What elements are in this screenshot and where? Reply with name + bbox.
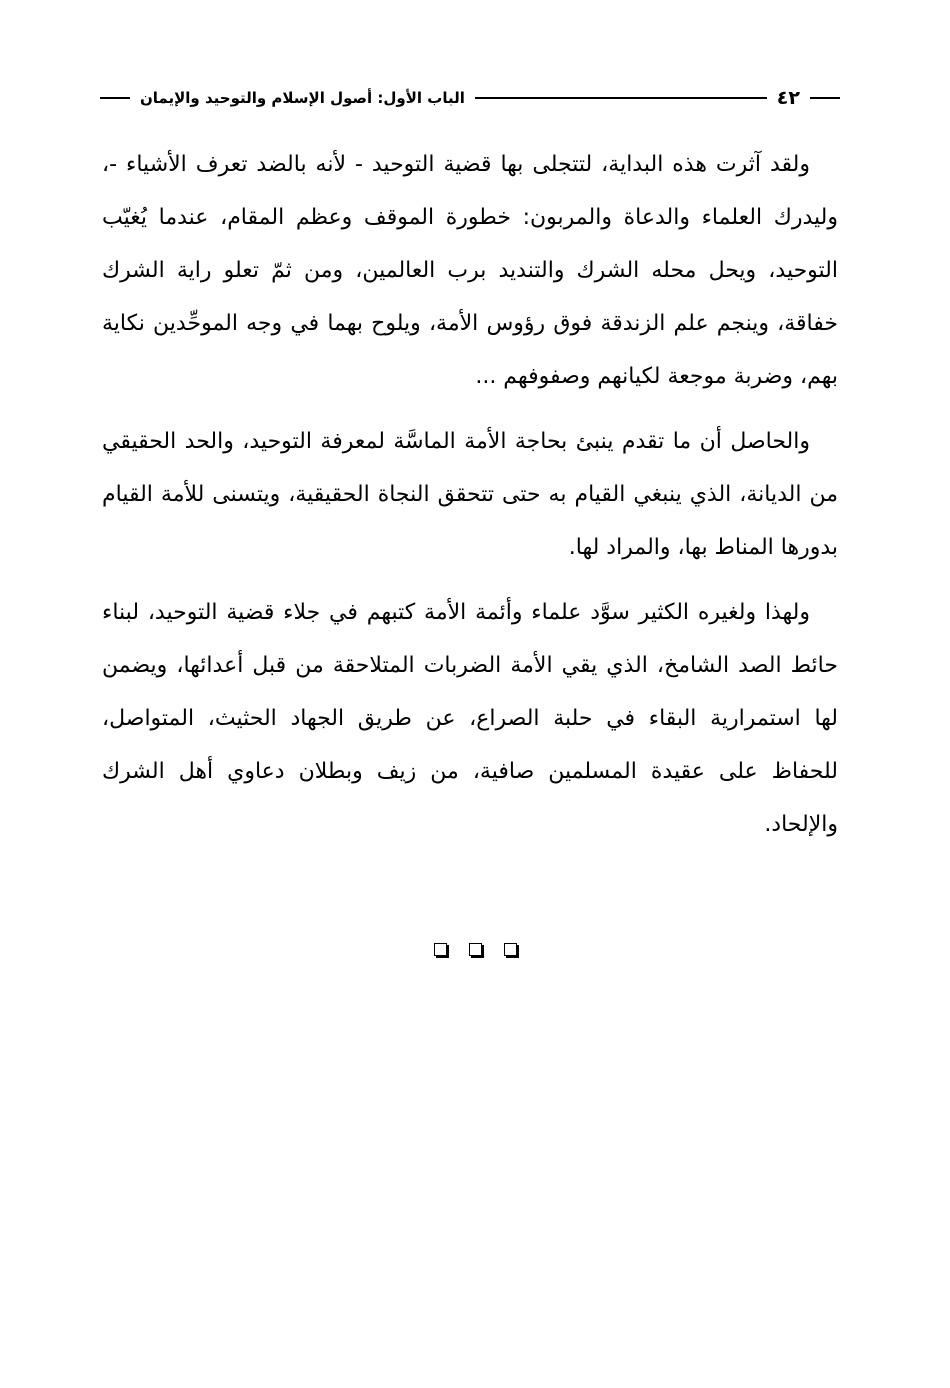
section-end-ornament [0,943,950,956]
header-rule-left [100,97,130,99]
page-header [100,84,840,112]
ornament-box-icon [434,943,447,956]
body-text [102,138,838,863]
paragraph-3: ولهذا ولغيره الكثير سوَّد علماء وأئمة الأمة كتبهم في جلاء قضية التوحيد، لبناء حائط الصد الشامخ، الذي يقي الأمة الضربات المتلاحقة من قبل أعدائها، ويضمن لها استمرارية البقاء في حلبة الصراع، عن طريق الجهاد الحثيث، المتواصل، للحفاظ على عقيدة المسلمين صافية، من زيف وبطلان دعاوي أهل الشرك والإلحاد. [102,600,838,837]
ornament-box-icon [504,943,517,956]
header-rule-middle [475,97,767,99]
header-rule-right [810,97,840,99]
paragraph-1: ولقد آثرت هذه البداية، لتتجلى بها قضية التوحيد - لأنه بالضد تعرف الأشياء -، وليدرك العلماء والدعاة والمربون: خطورة الموقف وعظم المقام، عندما يُغيّب التوحيد، ويحل محله الشرك والتنديد برب العالمين، ومن ثمّ تعلو راية الشرك خفاقة، وينجم علم الزندقة فوق رؤوس الأمة، ويلوح بهما في وجه الموحِّدين نكاية بهم، وضربة موجعة لكيانهم وصفوفهم ... [102,152,838,389]
ornament-box-icon [469,943,482,956]
paragraph-2: والحاصل أن ما تقدم ينبئ بحاجة الأمة الماسَّة لمعرفة التوحيد، والحد الحقيقي من الديانة، الذي ينبغي القيام به حتى تتحقق النجاة الحقيقية، ويتسنى للأمة القيام بدورها المناط بها، والمراد لها. [102,429,838,560]
page-number: ٤٢ [776,87,800,109]
running-title: الباب الأول: أصول الإسلام والتوحيد والإيمان [140,89,465,107]
